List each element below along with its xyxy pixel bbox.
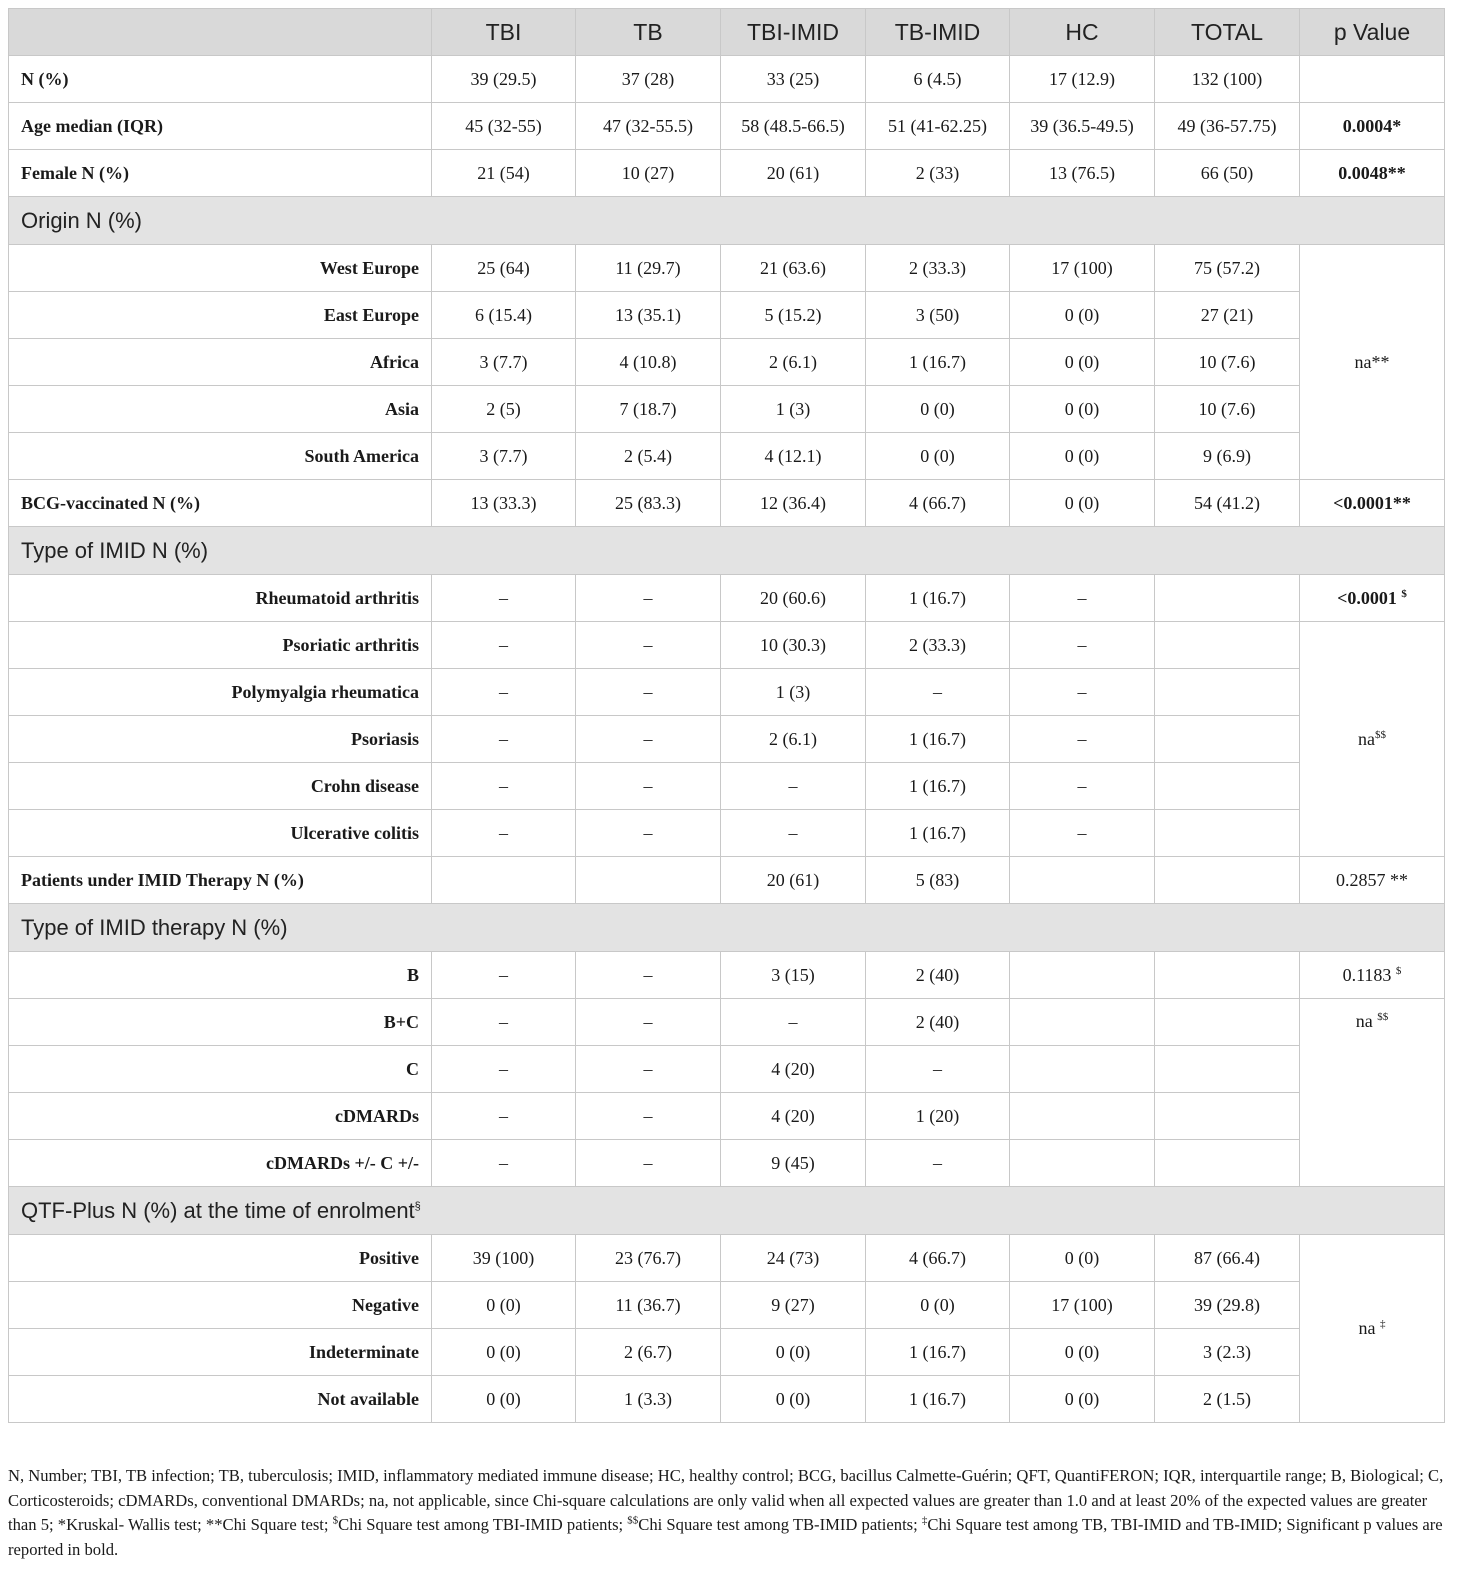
table-cell: –	[866, 1140, 1010, 1187]
p-value-cell	[1300, 952, 1445, 999]
table-cell: 39 (36.5-49.5)	[1010, 103, 1155, 150]
p-value-superscript: $$	[1377, 1011, 1389, 1023]
table-row-imid-therapy	[9, 952, 1445, 999]
section-title: Origin N (%)	[9, 197, 1445, 245]
p-value-superscript: ‡	[1380, 1318, 1386, 1330]
footnote-superscript: $	[332, 1514, 339, 1527]
table-row-age	[9, 103, 1445, 150]
table-cell: –	[432, 810, 576, 857]
table-cell: 1 (3.3)	[576, 1376, 721, 1423]
table-cell: 11 (36.7)	[576, 1282, 721, 1329]
table-cell: 3 (7.7)	[432, 339, 576, 386]
table-cell: 2 (33.3)	[866, 245, 1010, 292]
header-cell-label	[9, 9, 432, 56]
row-label: Negative	[9, 1282, 432, 1329]
table-cell: –	[432, 763, 576, 810]
table-cell: –	[1010, 810, 1155, 857]
table-cell: –	[432, 622, 576, 669]
demographics-table	[8, 8, 1445, 1423]
p-value-cell: <0.0001**	[1300, 480, 1445, 527]
table-cell: –	[576, 952, 721, 999]
table-cell: 13 (33.3)	[432, 480, 576, 527]
table-cell: –	[721, 810, 866, 857]
table-cell: 0 (0)	[432, 1282, 576, 1329]
row-label: Indeterminate	[9, 1329, 432, 1376]
table-cell: 0 (0)	[432, 1329, 576, 1376]
table-cell: 0 (0)	[1010, 433, 1155, 480]
p-value-superscript: $	[1395, 964, 1402, 977]
table-cell: –	[576, 575, 721, 622]
table-cell: 49 (36-57.75)	[1155, 103, 1300, 150]
table-cell: –	[866, 1046, 1010, 1093]
p-value-cell	[1300, 999, 1445, 1187]
table-cell: 1 (3)	[721, 386, 866, 433]
table-cell: –	[576, 669, 721, 716]
footnote-text: Chi Square test among TB-IMID patients;	[638, 1515, 922, 1534]
p-value-text: <0.0001	[1337, 587, 1397, 608]
table-cell: 1 (16.7)	[866, 1329, 1010, 1376]
table-cell: –	[432, 575, 576, 622]
table-cell	[1155, 669, 1300, 716]
p-value-cell: na**	[1300, 245, 1445, 480]
table-row-imid	[9, 716, 1445, 763]
table-cell: 2 (5.4)	[576, 433, 721, 480]
table-cell: 0 (0)	[1010, 480, 1155, 527]
table-cell: 1 (16.7)	[866, 810, 1010, 857]
table-cell: 39 (29.8)	[1155, 1282, 1300, 1329]
section-title-text: QTF-Plus N (%) at the time of enrolment	[21, 1197, 415, 1223]
table-cell: 21 (63.6)	[721, 245, 866, 292]
row-label: Polymyalgia rheumatica	[9, 669, 432, 716]
section-row-origin	[9, 197, 1445, 245]
row-label: cDMARDs	[9, 1093, 432, 1140]
table-cell: 3 (50)	[866, 292, 1010, 339]
table-row-origin	[9, 386, 1445, 433]
table-cell: 25 (83.3)	[576, 480, 721, 527]
table-cell: 132 (100)	[1155, 56, 1300, 103]
table-cell: 9 (6.9)	[1155, 433, 1300, 480]
table-cell: 2 (33)	[866, 150, 1010, 197]
footnote-text: Chi Square test among TBI-IMID patients;	[338, 1515, 628, 1534]
table-cell: 9 (27)	[721, 1282, 866, 1329]
table-cell: –	[721, 763, 866, 810]
table-cell: 21 (54)	[432, 150, 576, 197]
p-value-cell	[1300, 575, 1445, 622]
table-cell: –	[576, 622, 721, 669]
table-cell: 1 (16.7)	[866, 716, 1010, 763]
table-row-n	[9, 56, 1445, 103]
table-cell: 4 (66.7)	[866, 1235, 1010, 1282]
table-cell: –	[866, 669, 1010, 716]
table-cell	[1155, 1046, 1300, 1093]
table-cell: –	[1010, 575, 1155, 622]
table-cell: 7 (18.7)	[576, 386, 721, 433]
header-row	[9, 9, 1445, 56]
table-cell: 37 (28)	[576, 56, 721, 103]
footnote-text: Chi Square test among TB, TBI-IMID and TB-IMID; Significant p values are reported in bold.	[8, 1515, 1443, 1559]
table-cell: 13 (35.1)	[576, 292, 721, 339]
table-cell: –	[576, 1046, 721, 1093]
table-cell: 2 (1.5)	[1155, 1376, 1300, 1423]
table-cell: –	[1010, 622, 1155, 669]
table-cell: 10 (30.3)	[721, 622, 866, 669]
table-cell: –	[432, 669, 576, 716]
table-cell	[1155, 1140, 1300, 1187]
p-value-superscript: $$	[1375, 728, 1386, 741]
table-cell	[576, 857, 721, 904]
table-cell: 1 (20)	[866, 1093, 1010, 1140]
table-cell	[1010, 1093, 1155, 1140]
table-cell	[1155, 810, 1300, 857]
table-cell: 10 (27)	[576, 150, 721, 197]
row-label: Africa	[9, 339, 432, 386]
table-cell: –	[1010, 716, 1155, 763]
row-label: East Europe	[9, 292, 432, 339]
table-cell	[1155, 622, 1300, 669]
table-cell: 0 (0)	[1010, 339, 1155, 386]
header-cell-tbi-imid: TBI-IMID	[721, 9, 866, 56]
row-label: Patients under IMID Therapy N (%)	[9, 857, 432, 904]
row-label: B+C	[9, 999, 432, 1046]
table-cell: 45 (32-55)	[432, 103, 576, 150]
p-value-text: na	[1358, 1318, 1376, 1338]
table-cell	[432, 857, 576, 904]
p-value-cell	[1300, 1235, 1445, 1423]
row-label: Asia	[9, 386, 432, 433]
header-cell-hc: HC	[1010, 9, 1155, 56]
table-cell: 2 (6.7)	[576, 1329, 721, 1376]
table-cell	[1010, 1046, 1155, 1093]
row-label: West Europe	[9, 245, 432, 292]
table-cell: –	[432, 952, 576, 999]
table-cell	[1155, 857, 1300, 904]
table-row-imid	[9, 763, 1445, 810]
table-cell: 0 (0)	[432, 1376, 576, 1423]
table-cell: 5 (83)	[866, 857, 1010, 904]
footnote-text: N, Number; TBI, TB infection; TB, tuberculosis; IMID, inflammatory mediated immune disease; HC, healthy control; BCG, bacillus Calmette-Guérin; QFT, QuantiFERON; IQR, interquartile range; B, Biological; C, Corticosteroids; cDMARDs, conventional DMARDs; na, not applicable, since Chi-square calculations are only valid when all expected values are greater than 1.0 and at least 20% of the expected values are greater than 5; *Kruskal- Wallis test; **Chi Square test;	[8, 1466, 1444, 1534]
row-label: cDMARDs +/- C +/-	[9, 1140, 432, 1187]
table-cell: 3 (2.3)	[1155, 1329, 1300, 1376]
row-label: Age median (IQR)	[9, 103, 432, 150]
table-cell: 10 (7.6)	[1155, 339, 1300, 386]
header-cell-tb-imid: TB-IMID	[866, 9, 1010, 56]
p-value-superscript: $	[1401, 587, 1407, 600]
table-cell: –	[432, 1140, 576, 1187]
table-cell: 0 (0)	[721, 1376, 866, 1423]
row-label: B	[9, 952, 432, 999]
table-cell: –	[576, 716, 721, 763]
table-cell: 39 (29.5)	[432, 56, 576, 103]
row-label: Ulcerative colitis	[9, 810, 432, 857]
table-cell: 0 (0)	[1010, 1376, 1155, 1423]
table-cell: 4 (12.1)	[721, 433, 866, 480]
table-cell: –	[432, 999, 576, 1046]
table-row-imid	[9, 669, 1445, 716]
table-cell: –	[576, 810, 721, 857]
table-row-qtf	[9, 1376, 1445, 1423]
row-label: Rheumatoid arthritis	[9, 575, 432, 622]
header-cell-p-value: p Value	[1300, 9, 1445, 56]
table-cell: 24 (73)	[721, 1235, 866, 1282]
table-cell: 0 (0)	[866, 386, 1010, 433]
row-label: BCG-vaccinated N (%)	[9, 480, 432, 527]
table-cell: 3 (7.7)	[432, 433, 576, 480]
p-value-text: 0.1183	[1342, 964, 1392, 985]
table-row-origin	[9, 245, 1445, 292]
table-cell: 4 (66.7)	[866, 480, 1010, 527]
table-cell: 4 (20)	[721, 1046, 866, 1093]
table-cell: 12 (36.4)	[721, 480, 866, 527]
table-cell: –	[432, 1093, 576, 1140]
table-row-imid-therapy	[9, 999, 1445, 1046]
table-cell: 1 (3)	[721, 669, 866, 716]
row-label: N (%)	[9, 56, 432, 103]
table-cell: 13 (76.5)	[1010, 150, 1155, 197]
row-label: Psoriatic arthritis	[9, 622, 432, 669]
table-cell: –	[576, 999, 721, 1046]
table-cell: –	[576, 763, 721, 810]
table-cell: –	[432, 1046, 576, 1093]
section-row-qtf	[9, 1187, 1445, 1235]
table-cell: 1 (16.7)	[866, 1376, 1010, 1423]
table-cell: 2 (6.1)	[721, 716, 866, 763]
table-cell: 9 (45)	[721, 1140, 866, 1187]
table-row-therapy	[9, 857, 1445, 904]
table-cell: –	[576, 1140, 721, 1187]
header-cell-tb: TB	[576, 9, 721, 56]
table-row-origin	[9, 339, 1445, 386]
table-cell: 27 (21)	[1155, 292, 1300, 339]
header-cell-tbi: TBI	[432, 9, 576, 56]
table-cell: 39 (100)	[432, 1235, 576, 1282]
table-cell: 20 (61)	[721, 150, 866, 197]
table-cell: 17 (100)	[1010, 245, 1155, 292]
table-cell: 58 (48.5-66.5)	[721, 103, 866, 150]
table-row-imid-therapy	[9, 1093, 1445, 1140]
section-title: Type of IMID therapy N (%)	[9, 904, 1445, 952]
row-label: Crohn disease	[9, 763, 432, 810]
table-row-qtf	[9, 1329, 1445, 1376]
row-label: Psoriasis	[9, 716, 432, 763]
table-row-qtf	[9, 1235, 1445, 1282]
table-cell: 20 (60.6)	[721, 575, 866, 622]
table-cell: 23 (76.7)	[576, 1235, 721, 1282]
table-cell: –	[432, 716, 576, 763]
p-value-text: na	[1358, 728, 1375, 749]
table-cell: 0 (0)	[1010, 1235, 1155, 1282]
table-row-bcg	[9, 480, 1445, 527]
table-cell: 1 (16.7)	[866, 763, 1010, 810]
table-cell: 2 (40)	[866, 952, 1010, 999]
section-title: Type of IMID N (%)	[9, 527, 1445, 575]
table-cell: 2 (33.3)	[866, 622, 1010, 669]
table-cell	[1155, 952, 1300, 999]
p-value-cell: 0.0048**	[1300, 150, 1445, 197]
p-value-text: na	[1355, 1011, 1373, 1031]
table-cell: 10 (7.6)	[1155, 386, 1300, 433]
table-cell: 0 (0)	[1010, 292, 1155, 339]
table-cell: 2 (6.1)	[721, 339, 866, 386]
table-cell: 1 (16.7)	[866, 339, 1010, 386]
footnote-superscript: $$	[627, 1514, 639, 1527]
table-cell: 2 (40)	[866, 999, 1010, 1046]
table-cell: 17 (12.9)	[1010, 56, 1155, 103]
table-cell	[1155, 575, 1300, 622]
table-cell	[1155, 1093, 1300, 1140]
table-cell: 25 (64)	[432, 245, 576, 292]
p-value-cell	[1300, 622, 1445, 857]
table-cell: 33 (25)	[721, 56, 866, 103]
section-title	[9, 1187, 1445, 1235]
row-label: Positive	[9, 1235, 432, 1282]
table-cell	[1010, 952, 1155, 999]
table-cell: 66 (50)	[1155, 150, 1300, 197]
table-cell: 2 (5)	[432, 386, 576, 433]
table-cell: 20 (61)	[721, 857, 866, 904]
table-row-imid	[9, 810, 1445, 857]
table-cell: 1 (16.7)	[866, 575, 1010, 622]
table-cell	[1155, 763, 1300, 810]
table-row-imid-therapy	[9, 1140, 1445, 1187]
row-label: South America	[9, 433, 432, 480]
table-row-imid-therapy	[9, 1046, 1445, 1093]
table-cell	[1155, 999, 1300, 1046]
table-footnote	[8, 1464, 1446, 1562]
table-cell: 0 (0)	[721, 1329, 866, 1376]
table-cell: –	[1010, 669, 1155, 716]
table-cell: 6 (4.5)	[866, 56, 1010, 103]
table-cell	[1010, 1140, 1155, 1187]
p-value-cell: 0.2857 **	[1300, 857, 1445, 904]
table-cell	[1010, 857, 1155, 904]
section-title-superscript: §	[414, 1200, 421, 1213]
table-row-origin	[9, 433, 1445, 480]
table-row-imid	[9, 622, 1445, 669]
table-cell: 87 (66.4)	[1155, 1235, 1300, 1282]
section-row-imid	[9, 527, 1445, 575]
table-cell	[1155, 716, 1300, 763]
table-cell: 17 (100)	[1010, 1282, 1155, 1329]
table-cell	[1010, 999, 1155, 1046]
table-cell: 6 (15.4)	[432, 292, 576, 339]
table-cell: 11 (29.7)	[576, 245, 721, 292]
p-value-cell	[1300, 56, 1445, 103]
table-cell: 75 (57.2)	[1155, 245, 1300, 292]
table-cell: –	[721, 999, 866, 1046]
footnote-superscript: ‡	[921, 1514, 928, 1527]
table-cell: 4 (20)	[721, 1093, 866, 1140]
table-cell: 5 (15.2)	[721, 292, 866, 339]
table-cell: 0 (0)	[1010, 1329, 1155, 1376]
row-label: C	[9, 1046, 432, 1093]
table-row-origin	[9, 292, 1445, 339]
table-row-female	[9, 150, 1445, 197]
table-row-imid	[9, 575, 1445, 622]
table-cell: 0 (0)	[866, 433, 1010, 480]
row-label: Female N (%)	[9, 150, 432, 197]
table-cell: –	[576, 1093, 721, 1140]
section-row-imid-therapy	[9, 904, 1445, 952]
table-cell: 51 (41-62.25)	[866, 103, 1010, 150]
table-cell: 0 (0)	[866, 1282, 1010, 1329]
table-cell: 0 (0)	[1010, 386, 1155, 433]
table-row-qtf	[9, 1282, 1445, 1329]
table-cell: 54 (41.2)	[1155, 480, 1300, 527]
header-cell-total: TOTAL	[1155, 9, 1300, 56]
row-label: Not available	[9, 1376, 432, 1423]
table-cell: 4 (10.8)	[576, 339, 721, 386]
table-cell: –	[1010, 763, 1155, 810]
table-cell: 3 (15)	[721, 952, 866, 999]
table-cell: 47 (32-55.5)	[576, 103, 721, 150]
p-value-cell: 0.0004*	[1300, 103, 1445, 150]
